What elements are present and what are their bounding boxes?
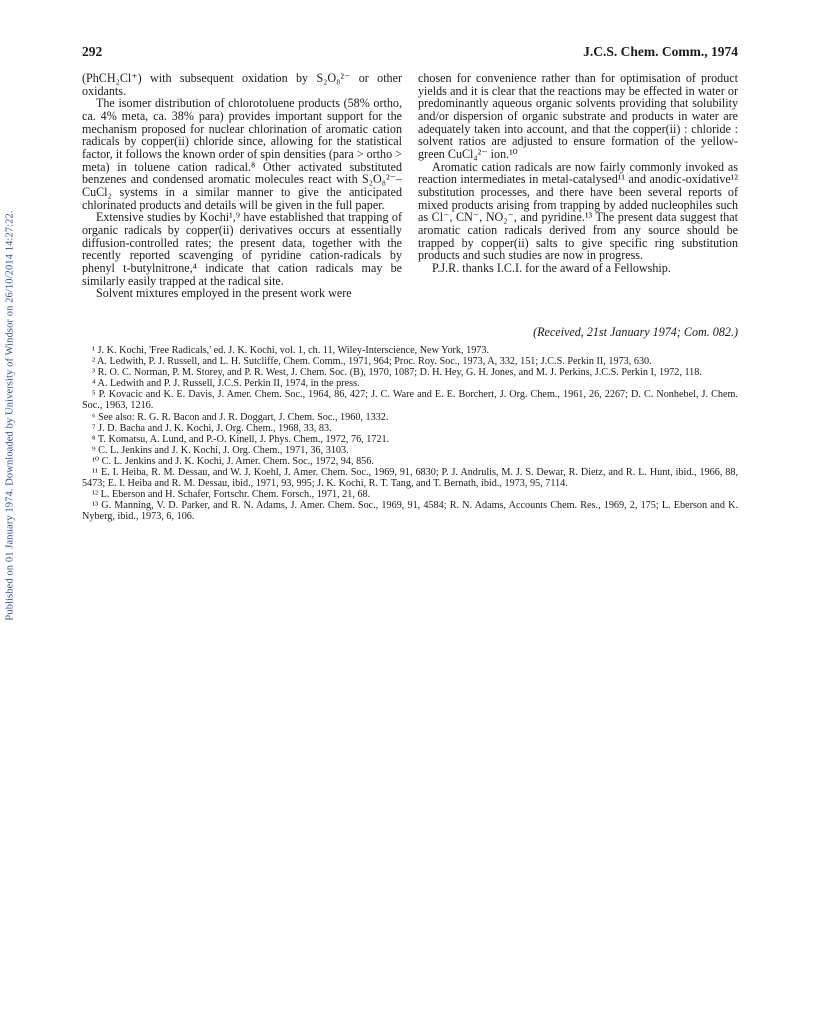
acknowledgement: P.J.R. thanks I.C.I. for the award of a Fellowship. (432, 260, 671, 275)
paragraph: (PhCH₂Cl⁺) with subsequent oxidation by S₂O₈²⁻ or other oxidants. (82, 71, 402, 98)
reference-item: ⁵ P. Kovacic and K. E. Davis, J. Amer. Chem. Soc., 1964, 86, 427; J. C. Ware and E. E. Borchert, J. Org. Chem., 1961, 26, 2267; D. C. Nonhebel, J. Chem. Soc., 1963, 1216. (82, 389, 738, 412)
reference-item: ¹ J. K. Kochi, 'Free Radicals,' ed. J. K. Kochi, vol. 1, ch. 11, Wiley-Interscience, New York, 1973. (92, 345, 490, 356)
reference-item: ¹³ G. Manning, V. D. Parker, and R. N. Adams, J. Amer. Chem. Soc., 1969, 91, 4584; R. N. Adams, Accounts Chem. Res., 1969, 2, 175; L. Eberson and K. Nyberg, ibid., 1973, 6, 106. (82, 500, 738, 523)
right-column (418, 72, 738, 275)
reference-item: ⁶ See also: R. G. R. Bacon and J. R. Doggart, J. Chem. Soc., 1960, 1332. (92, 411, 389, 423)
paragraph: Solvent mixtures employed in the present work were (96, 286, 352, 301)
reference-item: ³ R. O. C. Norman, P. M. Storey, and P. R. West, J. Chem. Soc. (B), 1970, 1087; D. H. Hey, G. H. Jones, and M. J. Perkins, J.C.S. Perkin I, 1972, 118. (92, 367, 702, 379)
reference-item: ⁴ A. Ledwith and P. J. Russell, J.C.S. Perkin II, 1974, in the press. (92, 378, 360, 390)
paragraph: Aromatic cation radicals are now fairly commonly invoked as reaction intermediates in metal-catalysed¹¹ and anodic-oxidative¹² substitution processes, and there have been several reports of mixed products arising from trapping by added nucleophiles such as Cl⁻, CN⁻, NO₂⁻, and pyridine.¹³ The present data suggest that aromatic cation radicals derived from any source should be trapped by copper(ii) salts to give specific ring substitution products and such studies are now in progress. (418, 159, 738, 263)
reference-item: ¹¹ E. I. Heiba, R. M. Dessau, and W. J. Koehl, J. Amer. Chem. Soc., 1969, 91, 6830; P. J. Andrulis, M. J. S. Dewar, R. Dietz, and R. L. Hunt, ibid., 1966, 88, 5473; E. I. Heiba and R. M. Dessau, ibid., 1971, 93, 995; J. K. Kochi, R. T. Tang, and T. Bernath, ibid., 1973, 95, 7114. (82, 467, 738, 490)
received-date: (Received, 21st January 1974; Com. 082.) (533, 325, 738, 339)
journal-title: J.C.S. Chem. Comm., 1974 (583, 44, 738, 59)
publication-note: Published on 01 January 1974. Downloaded by University of Windsor on 26/10/2014 14:27:22. (4, 209, 16, 621)
publication-sidebar (2, 200, 18, 630)
reference-item: ⁹ C. L. Jenkins and J. K. Kochi, J. Org. Chem., 1971, 36, 3103. (92, 444, 349, 456)
paragraph: Extensive studies by Kochi¹,⁹ have established that trapping of organic radicals by copper(ii) derivatives occurs at essentially diffusion-controlled rates; the present data, together with the recently reported scavenging of pyridine cation-radicals by phenyl t-butylnitrone,⁴ indicate that cation radicals may be similarly easily trapped at the radical site. (82, 210, 402, 288)
references (82, 345, 738, 523)
paragraph: The isomer distribution of chlorotoluene products (58% ortho, ca. 4% meta, ca. 38% para) provides important support for the mechanism proposed for nuclear chlorination of aromatic cation radicals by copper(ii) chloride since, allowing for the statistical factor, it follows the known order of spin densities (para > ortho > meta) in toluene cation radical.⁸ Other activated substituted benzenes and condensed aromatic molecules react with S₂O₈²⁻–CuCl₂ systems in a similar manner to give the anticipated chlorinated products and details will be given in the full paper. (82, 96, 402, 212)
reference-item: ¹⁰ C. L. Jenkins and J. K. Kochi, J. Amer. Chem. Soc., 1972, 94, 856. (92, 455, 374, 467)
left-column (82, 72, 402, 300)
reference-item: ² A. Ledwith, P. J. Russell, and L. H. Sutcliffe, Chem. Comm., 1971, 964; Proc. Roy. Soc., 1973, A, 332, 151; J.C.S. Perkin II, 1973, 630. (92, 356, 652, 368)
reference-item: ⁸ T. Komatsu, A. Lund, and P.-O. Kinell, J. Phys. Chem., 1972, 76, 1721. (92, 433, 390, 445)
reference-item: ⁷ J. D. Bacha and J. K. Kochi, J. Org. Chem., 1968, 33, 83. (92, 422, 332, 434)
paragraph: chosen for convenience rather than for optimisation of product yields and it is clear that the reactions may be effected in water or predominantly aqueous organic solvents providing that solubility and/or dispersion of organic substrate and products in water are adequately taken into account, and that the copper(ii) : chloride : solvent ratios are adjusted to ensure formation of the yellow-green CuCl₄²⁻ ion.¹⁰ (418, 71, 738, 161)
reference-item: ¹² L. Eberson and H. Schafer, Fortschr. Chem. Forsch., 1971, 21, 68. (92, 489, 371, 501)
page-header (82, 44, 738, 64)
page-number: 292 (82, 44, 103, 59)
